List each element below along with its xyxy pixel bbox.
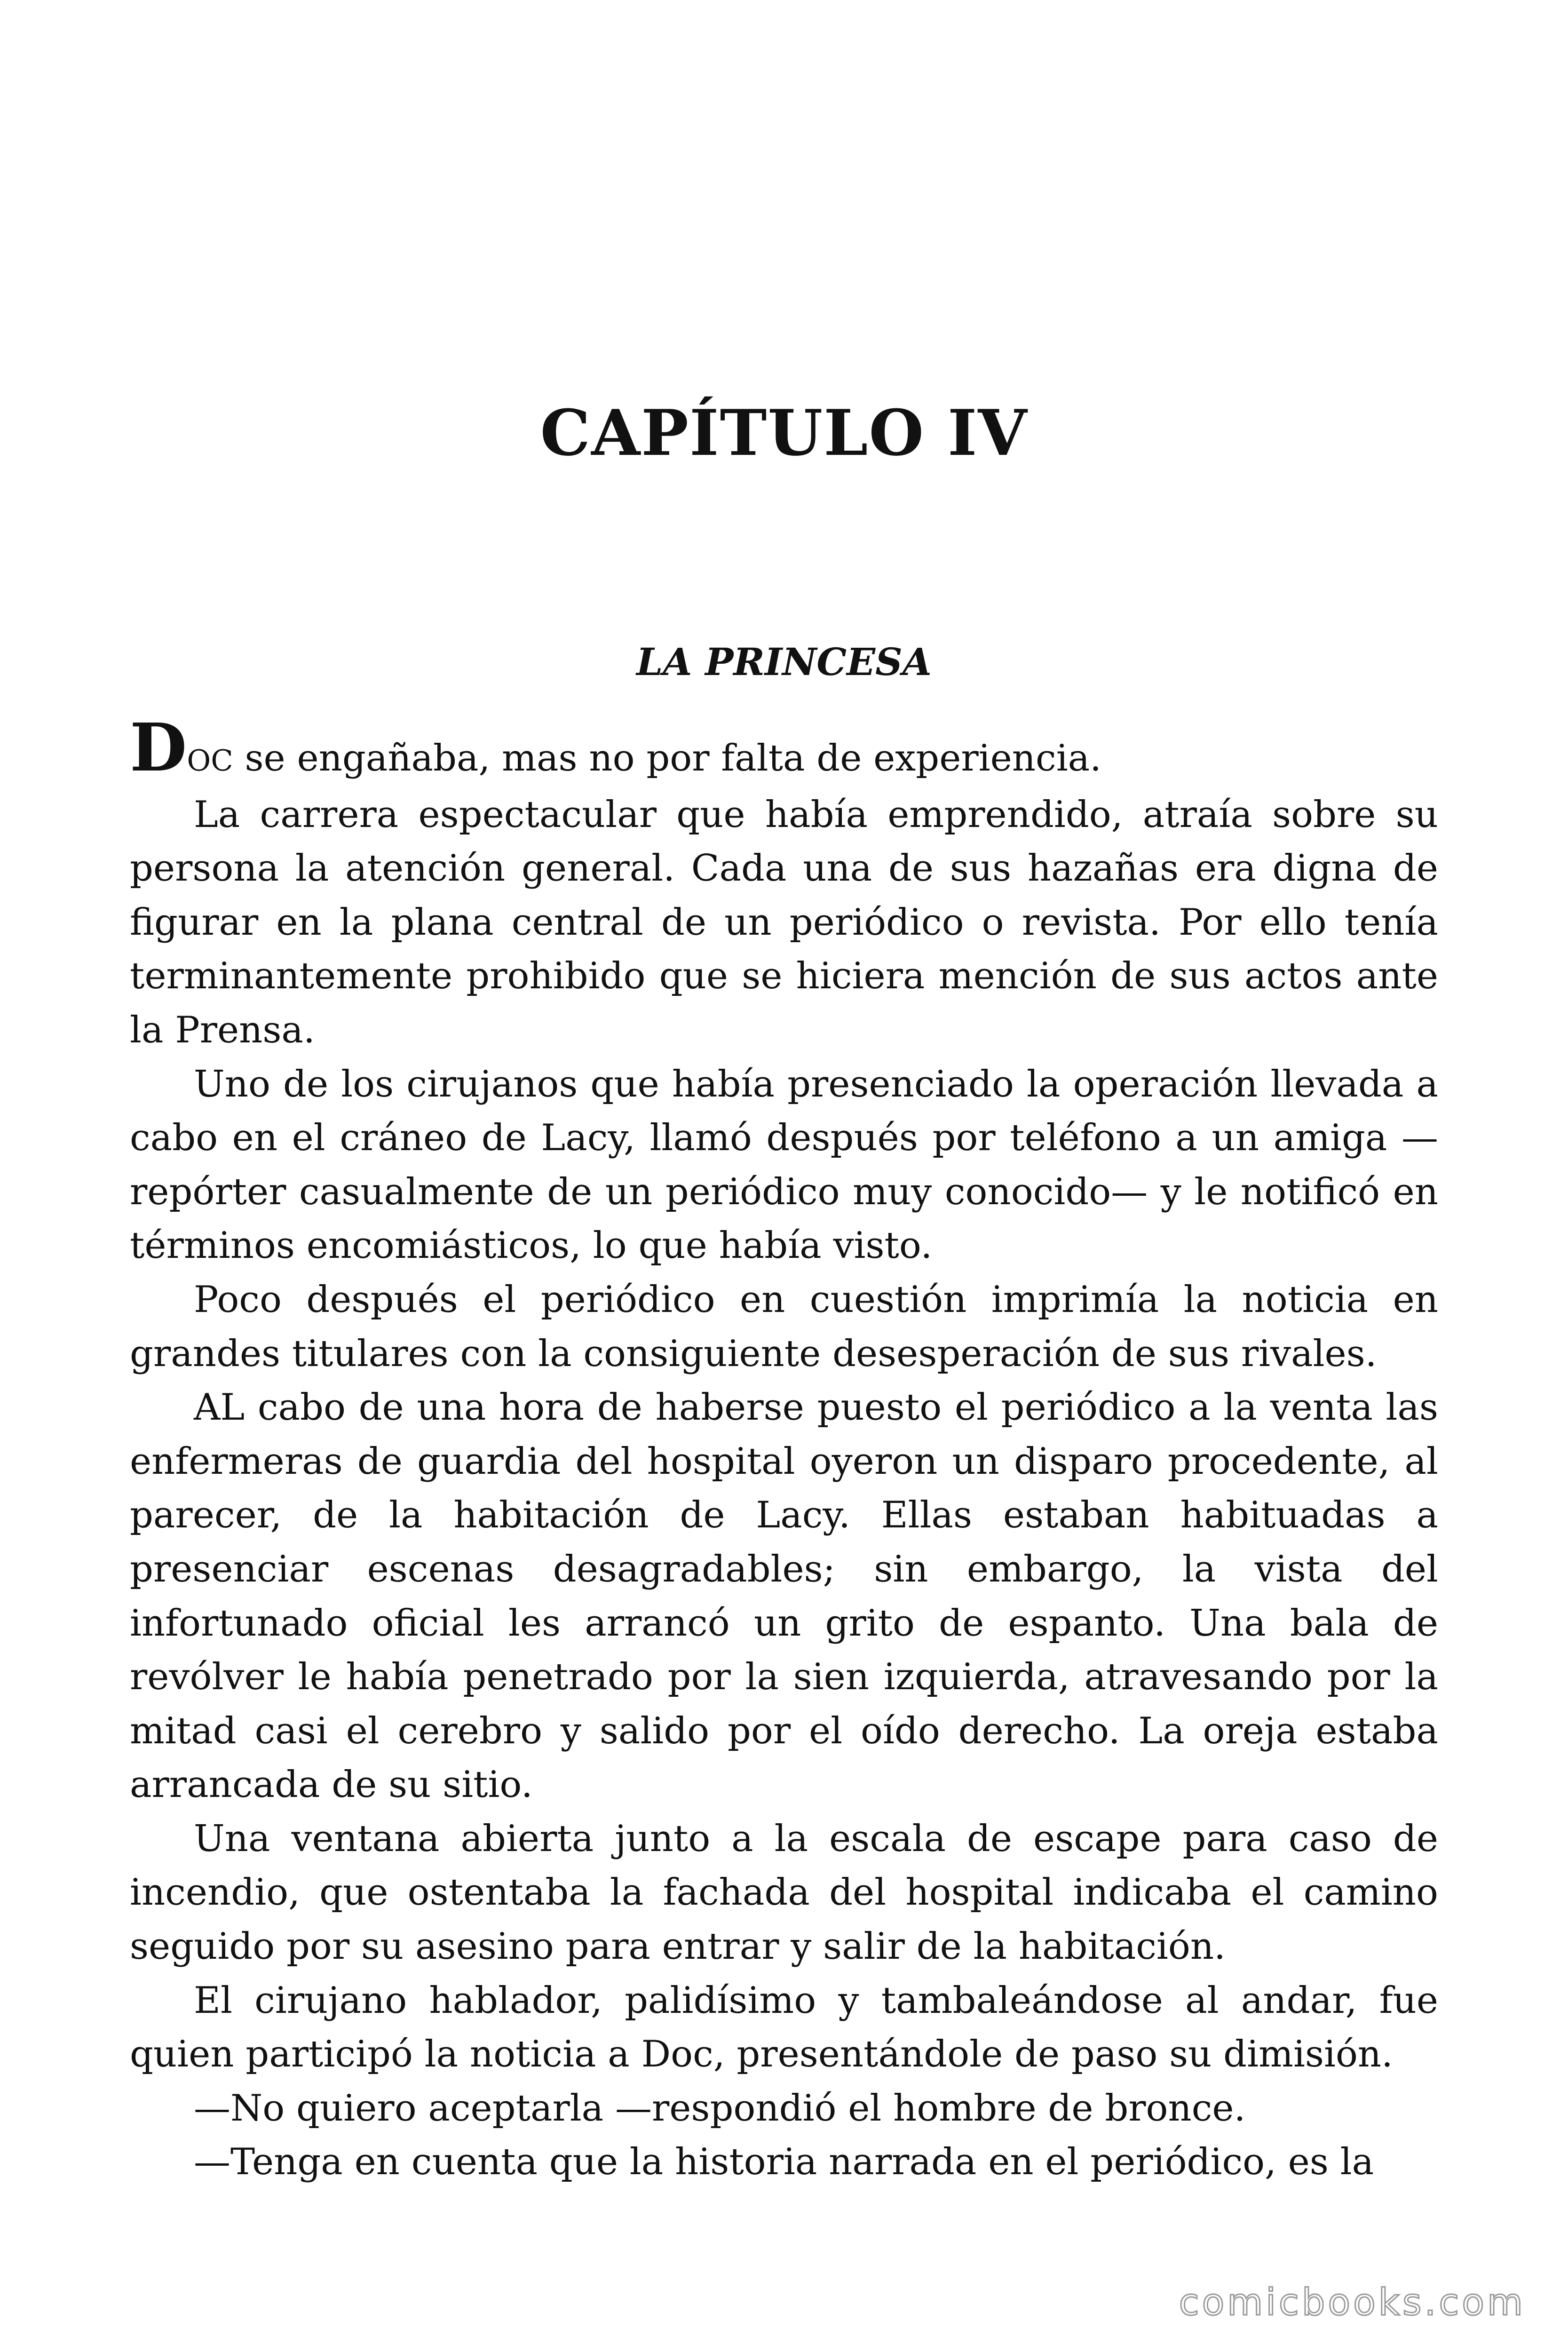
paragraph-dialogue: —Tenga en cuenta que la historia narrada en el periódico, es la xyxy=(194,2141,1374,2184)
paragraph: Una ventana abierta junto a la escala de escape para caso de incendio, que ostentaba la fachada del hospital indicaba el camino seguido por su asesino para entrar y salir de la habitación. xyxy=(130,1817,1438,1968)
watermark: comicbooks.com xyxy=(1179,2281,1526,2324)
chapter-body xyxy=(130,709,1438,2189)
paragraph: Uno de los cirujanos que había presenciado la operación llevada a cabo en el cráneo de Lacy, llamó después por teléfono a un amiga —repórter casualmente de un periódico muy conocido— y le notificó en términos encomiásticos, lo que había visto. xyxy=(130,1063,1438,1267)
paragraph: Poco después el periódico en cuestión imprimía la noticia en grandes titulares con la consiguiente desesperación de sus rivales. xyxy=(130,1278,1438,1375)
paragraph-opening xyxy=(130,709,1438,788)
paragraph: AL cabo de una hora de haberse puesto el periódico a la venta las enfermeras de guardia del hospital oyeron un disparo procedente, al parecer, de la habitación de Lacy. Ellas estaban habituadas a presenciar escenas desagradables; sin embargo, la vista del infortunado oficial les arrancó un grito de espanto. Una bala de revólver le había penetrado por la sien izquierda, atravesando por la mitad casi el cerebro y salido por el oído derecho. La oreja estaba arrancada de su sitio. xyxy=(130,1386,1438,1806)
chapter-subtitle: LA PRINCESA xyxy=(636,640,932,684)
paragraph: La carrera espectacular que había emprendido, atraía sobre su persona la atención general. Cada una de sus hazañas era digna de figurar en la plana central de un periódico o revista. Por ello tenía terminantemente prohibido que se hiciera mención de sus actos ante la Prensa. xyxy=(130,793,1438,1051)
chapter-title: CAPÍTULO IV xyxy=(540,396,1028,470)
paragraph-dialogue: —No quiero aceptarla —respondió el hombre de bronce. xyxy=(194,2087,1246,2130)
paragraph: El cirujano hablador, palidísimo y tambaleándose al andar, fue quien participó la noticia a Doc, presentándole de paso su dimisión. xyxy=(130,1979,1438,2076)
drop-initial: D xyxy=(130,709,187,787)
opening-smallcaps: OC xyxy=(187,743,233,778)
opening-text: se engañaba, mas no por falta de experiencia. xyxy=(233,737,1101,779)
